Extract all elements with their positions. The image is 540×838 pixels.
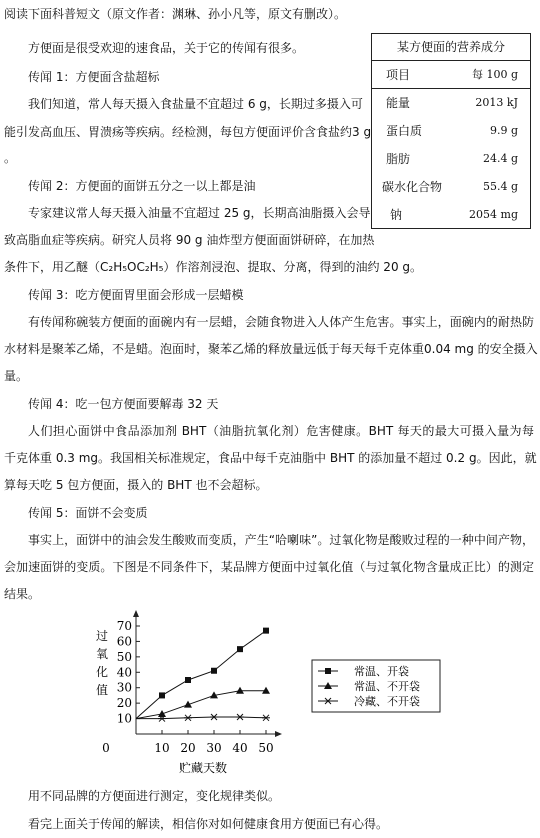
rumor-2-line-3: 条件下，用乙醚（C₂H₅OC₂H₅）作溶剂浸泡、提取、分离，得到的油约 20 g。 bbox=[4, 260, 423, 274]
legend-marker bbox=[325, 668, 331, 674]
y-tick-label: 50 bbox=[116, 649, 132, 664]
nutrition-table-title: 某方便面的营养成分 bbox=[372, 34, 530, 61]
y-tick-label: 30 bbox=[116, 680, 132, 695]
data-point bbox=[211, 668, 217, 674]
y-axis-label: 氧 bbox=[95, 647, 109, 661]
nutrition-header-value: 每 100 g bbox=[471, 68, 518, 81]
y-tick-label: 70 bbox=[116, 619, 132, 633]
rumor-2-line-2: 致高脂血症等疾病。研究人员将 90 g 油炸型方便面面饼研碎，在加热 bbox=[4, 233, 375, 247]
rumor-5-title: 传闻 5：面饼不会变质 bbox=[28, 506, 148, 520]
nutrition-row bbox=[372, 173, 530, 201]
conclusion: 看完上面关于传闻的解读，相信你对如何健康食用方便面已有心得。 bbox=[28, 817, 389, 831]
nutrition-header-item: 项目 bbox=[386, 68, 411, 82]
rumor-3-title: 传闻 3：吃方便面胃里面会形成一层蜡模 bbox=[28, 288, 244, 302]
rumor-3-line-1: 有传闻称碗装方便面的面碗内有一层蜡，会随食物进入人体产生危害。事实上，面碗内的耐热防 bbox=[28, 315, 534, 329]
rumor-4-line-1: 人们担心面饼中食品添加剂 BHT（油脂抗氧化剂）危害健康。BHT 每天的最大可摄入量为每 bbox=[28, 424, 534, 438]
x-tick-label: 0 bbox=[102, 741, 110, 755]
nutrition-name: 钠 bbox=[390, 208, 403, 222]
data-point bbox=[185, 677, 191, 683]
rumor-5-line-2: 会加速面饼的变质。下图是不同条件下，某品牌方便面中过氧化值（与过氧化物含量成正比）的测定 bbox=[4, 560, 534, 574]
data-point bbox=[262, 715, 270, 721]
data-point bbox=[262, 687, 270, 694]
data-point bbox=[263, 628, 269, 634]
rumor-3-line-2: 水材料是聚苯乙烯，不是蜡。泡面时，聚苯乙烯的释放量远低于每天每千克体重0.04 mg 的安全摄入 bbox=[4, 342, 538, 356]
rumor-4-line-2: 千克体重 0.3 mg。我国相关标准规定，食品中每千克油脂中 BHT 的添加量不超过 0.2 g。因此，就 bbox=[4, 451, 537, 465]
rumor-1-line-2: 能引发高血压、胃溃疡等疾病。经检测，每包方便面评价含食盐约3 g bbox=[4, 125, 372, 139]
nutrition-value: 55.4 g bbox=[482, 180, 518, 193]
rumor-1-line-1: 我们知道，常人每天摄入食盐量不宜超过 6 g，长期过多摄入可 bbox=[28, 97, 363, 111]
nutrition-value: 24.4 g bbox=[482, 152, 518, 165]
nutrition-name: 能量 bbox=[386, 96, 411, 110]
legend-label: 常温、不开袋 bbox=[354, 680, 420, 693]
intro-text: 阅读下面科普短文（原文作者：渊琳、孙小凡等，原文有删改）。 bbox=[4, 7, 347, 21]
x-axis-arrow bbox=[275, 731, 282, 737]
peroxide-value-chart bbox=[80, 610, 450, 785]
y-axis-label: 值 bbox=[95, 683, 109, 697]
nutrition-value: 2054 mg bbox=[469, 208, 518, 221]
data-point bbox=[236, 714, 244, 720]
series-line bbox=[136, 691, 266, 719]
legend-label: 常温、开袋 bbox=[354, 665, 409, 678]
y-tick-label: 40 bbox=[116, 665, 132, 680]
data-point bbox=[210, 714, 218, 720]
x-tick-label: 20 bbox=[180, 741, 196, 755]
rumor-1-title: 传闻 1：方便面含盐超标 bbox=[28, 70, 160, 84]
rumor-4-title: 传闻 4：吃一包方便面要解毒 32 天 bbox=[28, 397, 219, 411]
y-tick-label: 20 bbox=[116, 696, 132, 711]
nutrition-name: 蛋白质 bbox=[386, 124, 423, 138]
paragraph-intro: 方便面是很受欢迎的速食品，关于它的传闻有很多。 bbox=[28, 41, 305, 55]
series-line bbox=[136, 717, 266, 719]
y-tick-label: 10 bbox=[116, 711, 132, 726]
rumor-3-line-3: 量。 bbox=[4, 369, 29, 383]
y-axis-label: 化 bbox=[95, 665, 109, 679]
y-axis-arrow bbox=[133, 610, 139, 617]
nutrition-table bbox=[371, 33, 531, 229]
legend-label: 冷藏、不开袋 bbox=[354, 695, 420, 708]
x-axis-label: 贮藏天数 bbox=[178, 761, 228, 775]
nutrition-name: 脂肪 bbox=[386, 152, 411, 166]
y-tick-label: 60 bbox=[116, 634, 132, 649]
rumor-2-title: 传闻 2：方便面的面饼五分之一以上都是油 bbox=[28, 179, 256, 193]
data-point bbox=[159, 692, 165, 698]
x-tick-label: 50 bbox=[258, 741, 274, 755]
y-axis-label: 过 bbox=[95, 629, 109, 643]
rumor-5-line-1: 事实上，面饼中的油会发生酸败而变质，产生“哈喇味”。过氧化物是酸败过程的一种中间产物， bbox=[28, 533, 534, 547]
x-tick-label: 40 bbox=[232, 741, 248, 755]
series-line bbox=[136, 631, 266, 719]
nutrition-name: 碳水化合物 bbox=[382, 180, 443, 194]
x-tick-label: 10 bbox=[154, 741, 170, 755]
nutrition-value: 2013 kJ bbox=[475, 96, 518, 109]
nutrition-row bbox=[372, 117, 530, 145]
nutrition-value: 9.9 g bbox=[489, 124, 518, 137]
data-point bbox=[237, 646, 243, 652]
rumor-2-line-1: 专家建议常人每天摄入油量不宜超过 25 g，长期高油脂摄入会导 bbox=[28, 206, 371, 220]
nutrition-row bbox=[372, 89, 530, 117]
nutrition-header-row bbox=[372, 61, 530, 89]
rumor-4-line-3: 算每天吃 5 包方便面，摄入的 BHT 也不会超标。 bbox=[4, 478, 268, 492]
rumor-5-line-3: 结果。 bbox=[4, 587, 41, 601]
nutrition-row bbox=[372, 145, 530, 173]
data-point bbox=[236, 687, 244, 694]
x-tick-label: 30 bbox=[206, 741, 222, 755]
rumor-1-line-3: 。 bbox=[4, 151, 17, 165]
nutrition-row bbox=[372, 201, 530, 229]
chart-note: 用不同品牌的方便面进行测定，变化规律类似。 bbox=[28, 789, 281, 803]
data-point bbox=[184, 715, 192, 721]
